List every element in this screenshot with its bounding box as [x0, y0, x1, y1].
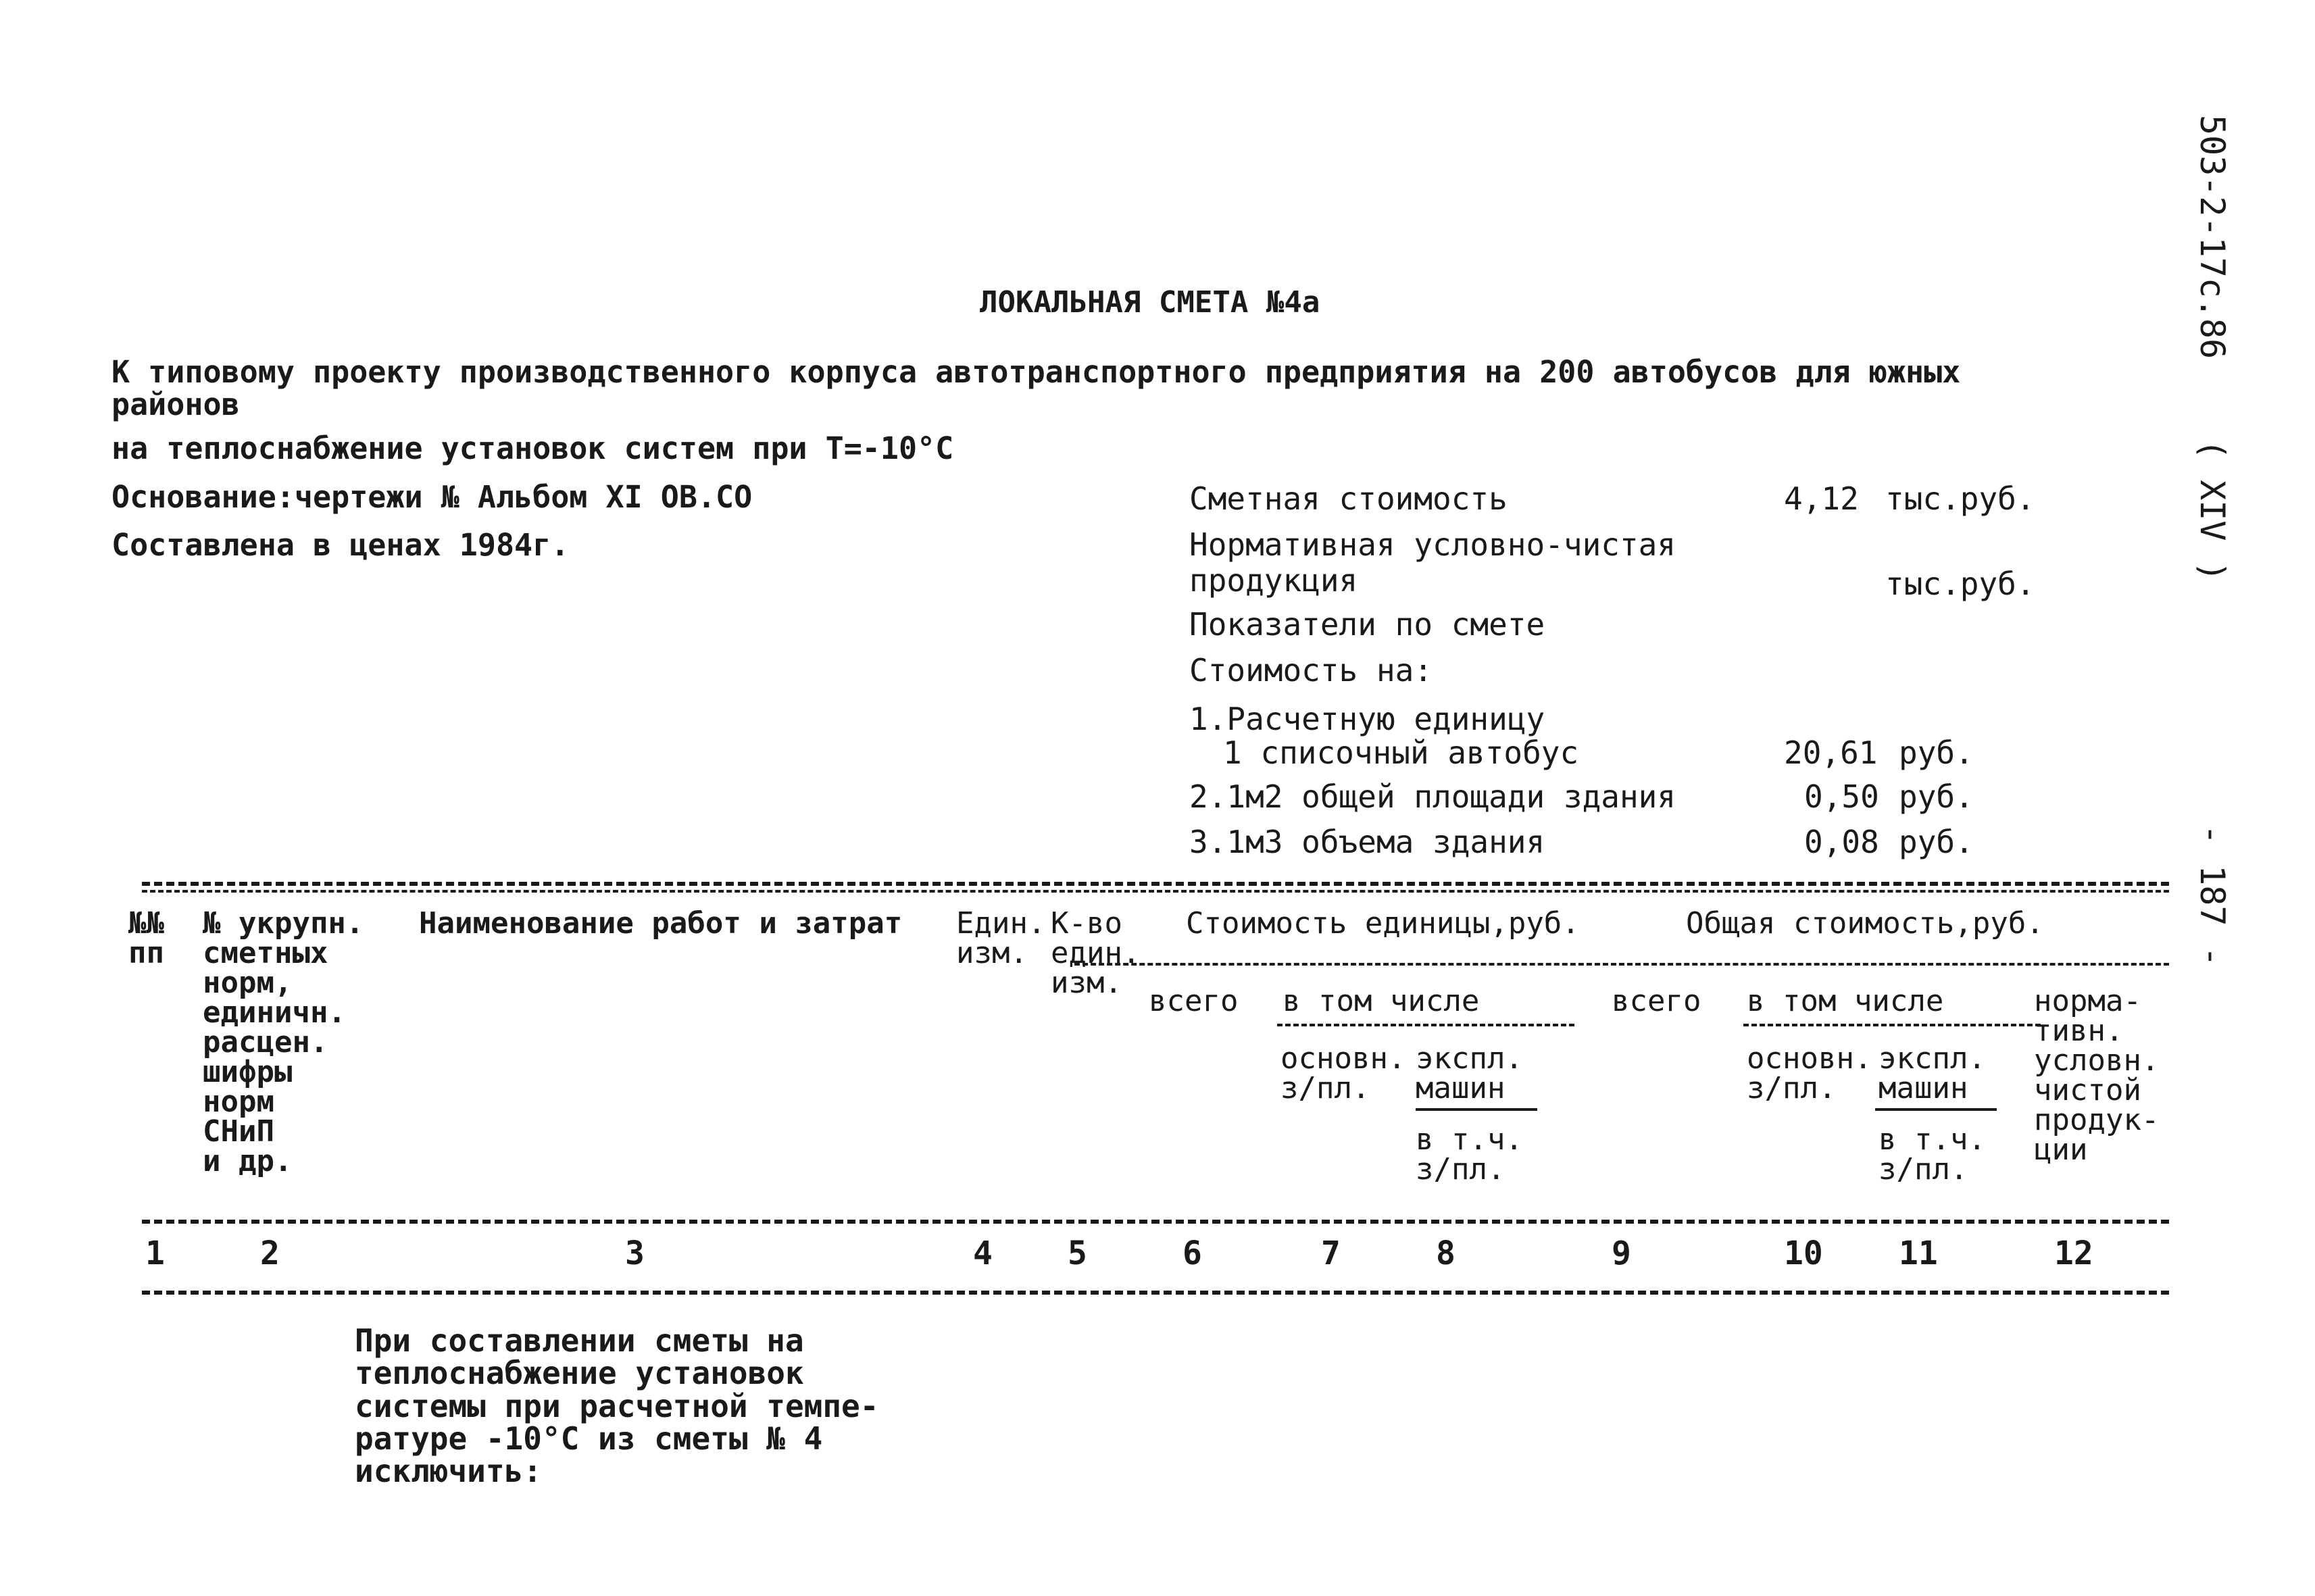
col11-sub-line: в т.ч.: [1878, 1122, 1986, 1157]
item1-value: 20,61: [1784, 734, 1878, 771]
item1-label-2: 1 списочный автобус: [1223, 734, 1579, 771]
col12-header-line: продук-: [2034, 1103, 2160, 1137]
page-marker: - 187 -: [2193, 824, 2232, 967]
col7-header-line: основн.: [1280, 1041, 1406, 1076]
col8-header-line: экспл.: [1416, 1041, 1523, 1076]
col12-header-line: ции: [2034, 1132, 2088, 1167]
col3-header: Наименование работ и затрат: [419, 906, 903, 941]
col1-header: [128, 906, 164, 970]
column-number: 5: [1068, 1235, 1087, 1272]
col12-header-line: условн.: [2034, 1043, 2160, 1078]
col1-header-line: №№: [128, 906, 164, 941]
project-line-2: районов: [111, 386, 240, 422]
col5-header-line: К-во: [1051, 906, 1122, 941]
column-number: 7: [1321, 1235, 1341, 1272]
item3-label: 3.1м3 объема здания: [1189, 824, 1545, 860]
table-top-rule: [142, 882, 2169, 886]
normative-label-2: продукция: [1189, 562, 1358, 599]
col8-sub-header: [1416, 1122, 1523, 1187]
col7-header-line: з/пл.: [1280, 1071, 1370, 1105]
col10-header: [1747, 1041, 1872, 1105]
col2-header-line: № укрупн.: [203, 906, 364, 941]
col7-8-group: в том числе: [1283, 984, 1480, 1018]
document-title: ЛОКАЛЬНАЯ СМЕТА №4а: [980, 285, 1320, 320]
cost-per-label: Стоимость на:: [1189, 652, 1433, 689]
col11-sub-rule: [1875, 1108, 1997, 1111]
col8-sub-rule: [1416, 1108, 1537, 1111]
column-number: 8: [1436, 1235, 1455, 1272]
basis-line: Основание:чертежи № Альбом XI ОВ.СО: [111, 479, 753, 515]
estimated-cost-label: Сметная стоимость: [1189, 480, 1508, 517]
col2-header-line: СНиП: [203, 1114, 274, 1149]
col4-header: [956, 906, 1046, 970]
column-number: 12: [2054, 1235, 2093, 1272]
col1-header-line: пп: [128, 936, 164, 970]
item2-value: 0,50: [1804, 778, 1879, 815]
col4-header-line: изм.: [956, 936, 1028, 970]
estimated-cost-value: 4,12: [1784, 480, 1859, 517]
project-line-1: К типовому проекту производственного корпуса автотранспортного предприятия на 200 автобусов для южных: [111, 354, 1961, 390]
col12-header-line: тивн.: [2034, 1014, 2124, 1048]
column-number: 6: [1183, 1235, 1202, 1272]
prices-line: Составлена в ценах 1984г.: [111, 527, 570, 563]
col5-header-line: един.: [1051, 936, 1141, 970]
col8-sub-line: з/пл.: [1416, 1152, 1505, 1187]
col2-header-line: и др.: [203, 1144, 293, 1178]
col11-sub-line: з/пл.: [1878, 1152, 1968, 1187]
col6-header: всего: [1149, 984, 1239, 1018]
item1-label-1: 1.Расчетную единицу: [1189, 701, 1545, 737]
cost-group-rule: [1074, 963, 2169, 966]
column-number: 9: [1612, 1235, 1631, 1272]
note-line: теплоснабжение установок: [355, 1355, 804, 1392]
note-line: системы при расчетной темпе-: [355, 1387, 879, 1424]
table-top-rule-2: [142, 890, 2169, 893]
estimated-cost-unit: тыс.руб.: [1885, 480, 2035, 517]
header-bottom-rule: [142, 1220, 2169, 1224]
col10-header-line: з/пл.: [1747, 1071, 1837, 1105]
total-subgroup-rule: [1743, 1024, 2041, 1026]
normative-label-1: Нормативная условно-чистая: [1189, 526, 1676, 563]
col2-header-line: сметных: [203, 936, 328, 970]
column-number: 4: [973, 1235, 993, 1272]
unit-subgroup-rule: [1277, 1024, 1574, 1026]
column-number: 1: [145, 1235, 165, 1272]
column-number: 2: [260, 1235, 280, 1272]
col2-header: [203, 906, 364, 1178]
item1-unit: руб.: [1899, 734, 1974, 771]
col2-header-line: шифры: [203, 1055, 293, 1089]
col2-header-line: норм: [203, 1084, 274, 1119]
col11-header-line: машин: [1878, 1071, 1968, 1105]
col8-sub-line: в т.ч.: [1416, 1122, 1523, 1157]
margin-volume: ( XIV ): [2193, 439, 2232, 582]
col11-sub-header: [1878, 1122, 1986, 1187]
col2-header-line: единичн.: [203, 995, 346, 1030]
col7-header: [1280, 1041, 1406, 1105]
indicators-label: Показатели по смете: [1189, 606, 1545, 643]
column-number: 10: [1784, 1235, 1823, 1272]
col10-11-group: в том числе: [1747, 984, 1944, 1018]
exclusion-note: [355, 1322, 879, 1490]
column-number: 11: [1899, 1235, 1938, 1272]
margin-code: 503-2-17c.86: [2193, 115, 2232, 359]
column-number: 3: [625, 1235, 645, 1272]
note-line: При составлении сметы на: [355, 1322, 804, 1359]
col11-header-line: экспл.: [1878, 1041, 1986, 1076]
col5-header: [1051, 906, 1141, 1000]
col8-header: [1416, 1041, 1523, 1105]
col2-header-line: норм,: [203, 966, 293, 1000]
col4-header-line: Един.: [956, 906, 1046, 941]
col11-header: [1878, 1041, 1986, 1105]
col2-header-line: расцен.: [203, 1025, 328, 1059]
col8-header-line: машин: [1416, 1071, 1505, 1105]
note-line: ратуре -10°С из сметы № 4: [355, 1420, 823, 1457]
normative-unit: тыс.руб.: [1885, 566, 2035, 602]
item2-unit: руб.: [1899, 778, 1974, 815]
col5-header-line: изм.: [1051, 966, 1122, 1000]
item2-label: 2.1м2 общей площади здания: [1189, 778, 1676, 815]
numbers-bottom-rule: [142, 1291, 2169, 1295]
col12-header-line: чистой: [2034, 1073, 2141, 1107]
note-line: исключить:: [355, 1453, 542, 1490]
item3-value: 0,08: [1804, 824, 1879, 860]
col12-header-line: норма-: [2034, 984, 2141, 1018]
unit-cost-group: Стоимость единицы,руб.: [1186, 906, 1580, 941]
col10-header-line: основн.: [1747, 1041, 1872, 1076]
total-cost-group: Общая стоимость,руб.: [1686, 906, 2044, 941]
item3-unit: руб.: [1899, 824, 1974, 860]
col9-header: всего: [1612, 984, 1701, 1018]
scope-line: на теплоснабжение установок систем при Т=-10°С: [111, 430, 954, 466]
col12-header: [2034, 984, 2160, 1167]
